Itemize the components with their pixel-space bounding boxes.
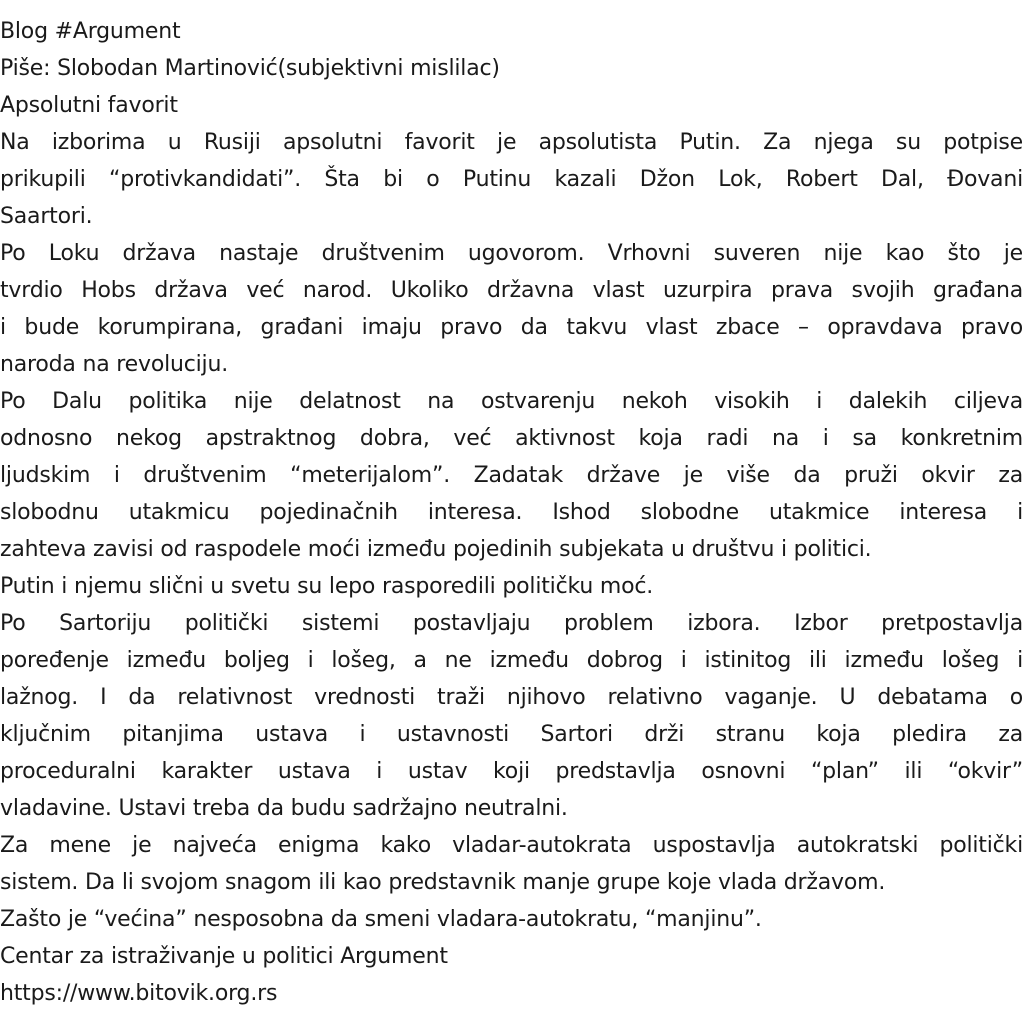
paragraph-enigma: [0, 827, 1024, 901]
paragraph-line: Po Loku država nastaje društvenim ugovorom. Vrhovni suveren nije kao što je: [0, 241, 1023, 266]
article-title: Apsolutni favorit: [0, 93, 178, 118]
paragraph-line: Po Dalu politika nije delatnost na ostvarenju nekoh visokih i dalekih ciljeva: [0, 389, 1023, 414]
paragraph-putin: [0, 568, 1024, 605]
paragraph-sartori: [0, 605, 1024, 827]
paragraph-line: ljudskim i društvenim “meterijalom”. Zadatak države je više da pruži okvir za: [0, 463, 1023, 488]
paragraph-line: Na izborima u Rusiji apsolutni favorit je apsolutista Putin. Za njega su potpise: [0, 130, 1023, 155]
author-line: Piše: Slobodan Martinović(subjektivni mislilac): [0, 56, 500, 81]
paragraph-line: slobodnu utakmicu pojedinačnih interesa. Ishod slobodne utakmice interesa i: [0, 500, 1023, 525]
paragraph-line: proceduralni karakter ustava i ustav koji predstavlja osnovni “plan” ili “okvir”: [0, 759, 1023, 784]
paragraph-line: Saartori.: [0, 204, 93, 229]
organization-name: Centar za istraživanje u politici Argument: [0, 944, 448, 969]
paragraph-line: tvrdio Hobs država već narod. Ukoliko državna vlast uzurpira prava svojih građana: [0, 278, 1023, 303]
blog-document: [0, 13, 1024, 1012]
paragraph-line: poređenje između boljeg i lošeg, a ne između dobrog i istinitog ili između lošeg i: [0, 648, 1023, 673]
paragraph-line: Zašto je “većina” nesposobna da smeni vladara-autokratu, “manjinu”.: [0, 907, 762, 932]
paragraph-line: prikupili “protivkandidati”. Šta bi o Putinu kazali Džon Lok, Robert Dal, Đovani: [0, 167, 1023, 192]
paragraph-line: naroda na revoluciju.: [0, 352, 228, 377]
paragraph-intro: [0, 124, 1024, 235]
paragraph-line: odnosno nekog apstraktnog dobra, već aktivnost koja radi na i sa konkretnim: [0, 426, 1023, 451]
paragraph-line: Putin i njemu slični u svetu su lepo rasporedili političku moć.: [0, 574, 654, 599]
paragraph-line: Po Sartoriju politički sistemi postavljaju problem izbora. Izbor pretpostavlja: [0, 611, 1023, 636]
paragraph-question: [0, 901, 1024, 938]
paragraph-lok: [0, 235, 1024, 383]
paragraph-line: zahteva zavisi od raspodele moći između pojedinih subjekata u društvu i politici.: [0, 537, 872, 562]
paragraph-line: ključnim pitanjima ustava i ustavnosti Sartori drži stranu koja pledira za: [0, 722, 1023, 747]
paragraph-line: sistem. Da li svojom snagom ili kao predstavnik manje grupe koje vlada državom.: [0, 870, 886, 895]
paragraph-line: lažnog. I da relativnost vrednosti traži njihovo relativno vaganje. U debatama o: [0, 685, 1023, 710]
paragraph-line: vladavine. Ustavi treba da budu sadržajno neutralni.: [0, 796, 568, 821]
blog-label: Blog #Argument: [0, 19, 181, 44]
paragraph-line: i bude korumpirana, građani imaju pravo da takvu vlast zbace – opravdava pravo: [0, 315, 1023, 340]
website-link[interactable]: https://www.bitovik.org.rs: [0, 981, 278, 1006]
paragraph-dal: [0, 383, 1024, 568]
paragraph-line: Za mene je najveća enigma kako vladar-autokrata uspostavlja autokratski politički: [0, 833, 1023, 858]
